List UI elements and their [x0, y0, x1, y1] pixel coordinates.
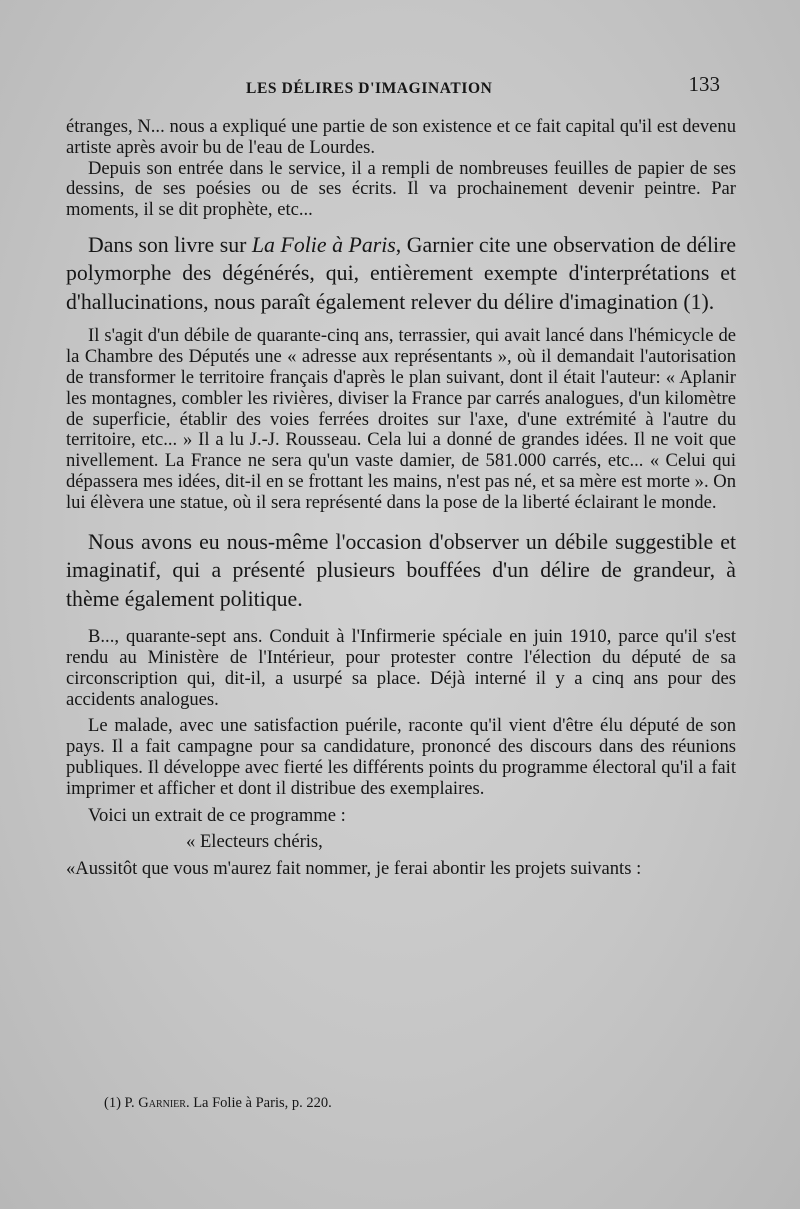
- footnote-text: La Folie à Paris, p. 220.: [189, 1095, 332, 1111]
- page-body: [66, 117, 736, 880]
- paragraph-continuation: étranges, N... nous a expliqué une partie de son existence et ce fait capital qu'il est devenu artiste après avoir bu de l'eau de Lourdes.: [66, 116, 736, 158]
- garnier-text-a: Dans son livre sur: [88, 232, 252, 257]
- running-head: LES DÉLIRES D'IMAGINATION: [246, 80, 493, 97]
- footnote-author: P. Garnier.: [124, 1095, 190, 1111]
- garnier-text-b: , Garnier cite une observation de délire polymorphe des dégénérés, qui, entièrement exempte d'interprétations et d'hallucinations, nous paraît également relever du délire d'imagination (1).: [66, 232, 736, 314]
- paragraph-service: Depuis son entrée dans le service, il a rempli de nombreuses feuilles de papier de ses dessins, de ses poésies ou de ses écrits. Il va prochainement devenir peintre. Par moments, il se dit prophète, etc...: [66, 157, 736, 221]
- paragraph-malade: Le malade, avec une satisfaction puérile, raconte qu'il vient d'être élu député de son pays. Il a fait campagne pour sa candidature, prononcé des discours dans des réunions publiques. Il développe avec fierté les différents points du programme électoral qu'il a fait imprimer et afficher et dont il distribue des exemplaires.: [66, 715, 736, 799]
- paragraph-case-b: B..., quarante-sept ans. Conduit à l'Infirmerie spéciale en juin 1910, parce qu'il s'est rendu au Ministère de l'Intérieur, pour protester contre l'élection du député de sa circonscription qui, dit-il, a usurpé sa place. Déjà interné il y a cinq ans pour des accidents analogues.: [66, 626, 736, 710]
- letter-first-line: «Aussitôt que vous m'aurez fait nommer, je ferai abontir les projets suivants :: [66, 858, 642, 880]
- paragraph-garnier: [66, 231, 736, 317]
- page-header: [78, 72, 720, 106]
- paragraph-programme: Voici un extrait de ce programme :: [88, 804, 346, 826]
- letter-salutation: « Electeurs chéris,: [186, 831, 323, 853]
- paragraph-observation: Nous avons eu nous-même l'occasion d'observer un débile suggestible et imaginatif, qui a présenté plusieurs bouffées d'un délire de grandeur, à thème également politique.: [66, 529, 736, 611]
- page-number: 133: [688, 72, 720, 96]
- footnote-marker: (1): [104, 1095, 125, 1111]
- footnote: [104, 1094, 724, 1112]
- paragraph-terrassier: Il s'agit d'un débile de quarante-cinq ans, terrassier, qui avait lancé dans l'hémicycle de la Chambre des Députés une « adresse aux représentants », où il demandait l'autorisation de transformer le territoire français d'après le plan suivant, dont il était l'auteur: « Aplanir les montagnes, combler les rivières, diviser la France par carrés analogues, d'un kilomètre de superficie, établir des voies ferrées droites sur l'axe, d'une extrémité à l'autre du territoire, etc... » Il a lu J.-J. Rousseau. Cela lui a donné de grandes idées. Il ne voit que nivellement. La France ne sera qu'un vaste damier, de 581.000 carrés, etc... « Celui qui dépassera mes idées, dit-il en se frottant les mains, n'est pas né, et sa mère est morte ». On lui élèvera une statue, où il sera représenté dans la pose de la liberté éclairant le monde.: [66, 325, 736, 513]
- book-title: La Folie à Paris: [251, 232, 396, 257]
